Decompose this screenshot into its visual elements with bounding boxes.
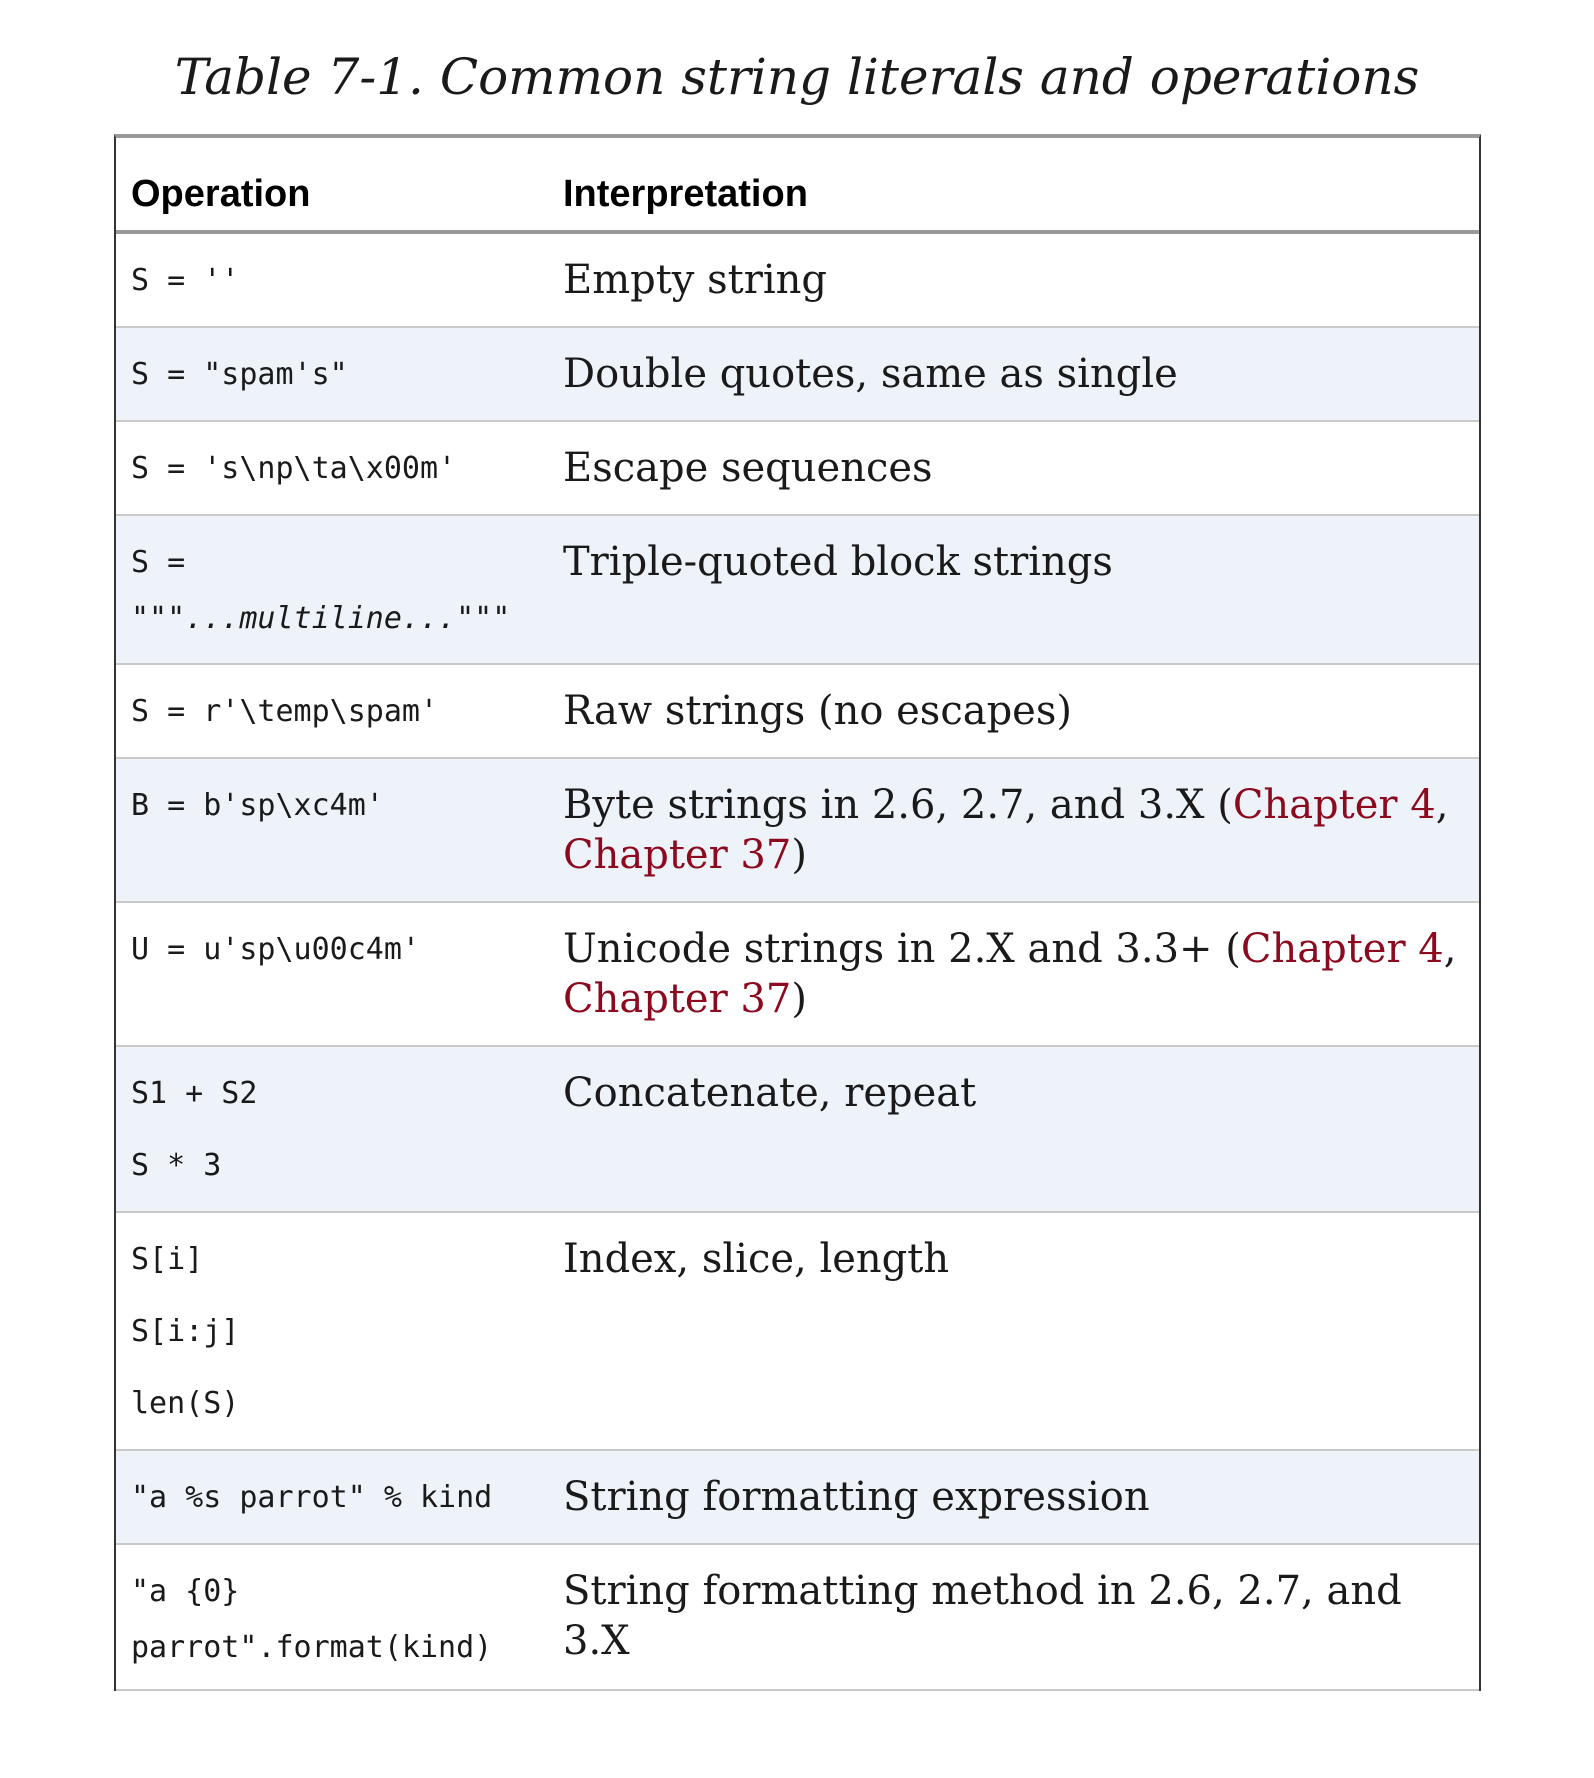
operation-cell xyxy=(131,1564,551,1676)
interpretation-text: Unicode strings in 2.X and 3.3+ ( xyxy=(563,926,1241,972)
interpretation-text: ) xyxy=(791,832,807,878)
interpretation-cell: String formatting expression xyxy=(563,1474,1150,1520)
chapter-37-link[interactable]: Chapter 37 xyxy=(563,976,792,1022)
table-row xyxy=(116,422,1479,516)
table-row xyxy=(116,328,1479,422)
operation-code: S = r'\temp\spam' xyxy=(131,694,439,729)
operation-code: S = 's\np\ta\x00m' xyxy=(131,451,457,486)
interpretation-cell: Index, slice, length xyxy=(563,1236,950,1282)
interpretation-cell: Raw strings (no escapes) xyxy=(563,688,1072,734)
string-operations-table xyxy=(114,134,1481,1691)
column-header-interpretation: Interpretation xyxy=(563,173,808,215)
table-row xyxy=(116,759,1479,903)
operation-code: parrot".format(kind) xyxy=(131,1630,493,1665)
table-row xyxy=(116,1545,1479,1691)
multiline-placeholder: ...multiline... xyxy=(185,601,457,636)
interpretation-cell: Empty string xyxy=(563,257,828,303)
table-row xyxy=(116,1451,1479,1545)
interpretation-cell: Concatenate, repeat xyxy=(563,1070,977,1116)
separator: , xyxy=(1443,926,1457,972)
operation-code: "a {0} xyxy=(131,1574,240,1609)
operation-code: S[i] xyxy=(131,1242,204,1277)
interpretation-cell xyxy=(563,780,1463,880)
interpretation-cell: Triple-quoted block strings xyxy=(563,539,1113,585)
operation-cell xyxy=(131,1462,551,1534)
interpretation-text: Byte strings in 2.6, 2.7, and 3.X ( xyxy=(563,782,1233,828)
interpretation-cell xyxy=(563,924,1463,1024)
operation-cell xyxy=(131,433,551,505)
table-row xyxy=(116,1213,1479,1451)
operation-code: S1 + S2 xyxy=(131,1076,258,1111)
separator: , xyxy=(1435,782,1449,828)
triple-quote-open: """ xyxy=(131,601,186,636)
operation-cell xyxy=(131,535,551,647)
operation-cell xyxy=(131,339,551,411)
operation-code: U = u'sp\u00c4m' xyxy=(131,932,420,967)
operation-cell xyxy=(131,770,551,842)
table-row xyxy=(116,1047,1479,1213)
chapter-37-link[interactable]: Chapter 37 xyxy=(563,832,792,878)
operation-cell xyxy=(131,1058,551,1202)
operation-code: B = b'sp\xc4m' xyxy=(131,788,384,823)
table-row xyxy=(116,234,1479,328)
operation-code xyxy=(131,591,551,647)
table-header-row xyxy=(116,138,1479,234)
operation-code: S = xyxy=(131,545,186,580)
operation-code: S * 3 xyxy=(131,1148,222,1183)
table-caption: Table 7-1. Common string literals and operations xyxy=(174,48,1420,106)
chapter-4-link[interactable]: Chapter 4 xyxy=(1232,782,1436,828)
table-row xyxy=(116,903,1479,1047)
table-row xyxy=(116,665,1479,759)
operation-code: S[i:j] xyxy=(131,1314,240,1349)
operation-code: "a %s parrot" % kind xyxy=(131,1480,493,1515)
operation-cell xyxy=(131,914,551,986)
interpretation-cell: Escape sequences xyxy=(563,445,933,491)
interpretation-cell: String formatting method in 2.6, 2.7, and 3.X xyxy=(563,1568,1402,1664)
column-header-operation: Operation xyxy=(131,173,311,215)
interpretation-text: ) xyxy=(791,976,807,1022)
chapter-4-link[interactable]: Chapter 4 xyxy=(1240,926,1444,972)
triple-quote-close: """ xyxy=(456,601,511,636)
interpretation-cell: Double quotes, same as single xyxy=(563,351,1178,397)
operation-code: S = '' xyxy=(131,263,240,298)
operation-code: len(S) xyxy=(131,1386,240,1421)
operation-cell xyxy=(131,245,551,317)
operation-cell xyxy=(131,676,551,748)
operation-code: S = "spam's" xyxy=(131,357,348,392)
table-row xyxy=(116,516,1479,665)
operation-cell xyxy=(131,1224,551,1440)
